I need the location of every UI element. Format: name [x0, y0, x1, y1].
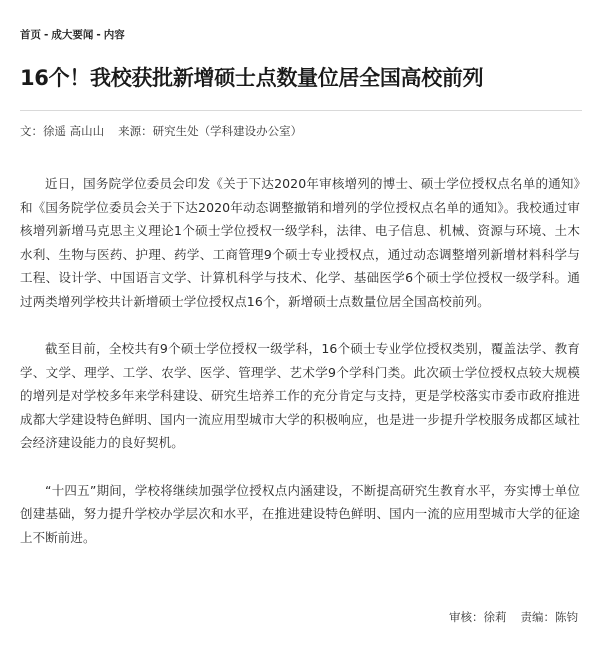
breadcrumb-current: 内容 [103, 29, 125, 41]
article-paragraph: 截至目前，全校共有9个硕士学位授权一级学科，16个硕士专业学位授权类别，覆盖法学、教育学、文学、理学、工学、农学、医学、管理学、艺术学9个学科门类。此次硕士学位授权点较大规模的增列是对学校多年来学科建设、研究生培养工作的充分肯定与支持，更是学校落实市委市政府推进成都大学建设特色鲜明、国内一流应用型城市大学的积极响应，也是进一步提升学校服务成都区域社会经济建设能力的良好契机。 [20, 341, 580, 450]
article-source: 来源：研究生处（学科建设办公室） [118, 124, 303, 138]
breadcrumb-separator: - [44, 29, 49, 41]
article-meta [20, 123, 302, 139]
article-reviewer: 审核：徐莉 [449, 610, 507, 624]
article-paragraph: 近日，国务院学位委员会印发《关于下达2020年审核增列的博士、硕士学位授权点名单的通知》和《国务院学位委员会关于下达2020年动态调整撤销和增列的学位授权点名单的通知》。我校通过审核增列新增马克思主义理论1个硕士学位授权一级学科，法律、电子信息、机械、资源与环境、土木水利、生物与医药、护理、药学、工商管理9个硕士专业授权点，通过动态调整增列新增材料科学与工程、设计学、中国语言文学、计算机科学与技术、化学、基础医学6个硕士学位授权一级学科。通过两类增列学校共计新增硕士学位授权点16个，新增硕士点数量位居全国高校前列。 [20, 176, 580, 309]
title-divider [20, 110, 582, 111]
article-footer [449, 609, 578, 625]
breadcrumb-section-link[interactable]: 成大要闻 [51, 29, 94, 41]
article-body [20, 172, 580, 573]
breadcrumb-home-link[interactable]: 首页 [20, 29, 41, 41]
breadcrumb-separator: - [96, 29, 101, 41]
breadcrumb [20, 27, 125, 42]
article-author: 文：徐遥 高山山 [20, 124, 105, 138]
article-editor: 责编：陈钧 [520, 610, 578, 624]
article-paragraph: “十四五”期间，学校将继续加强学位授权点内涵建设，不断提高研究生教育水平，夯实博士单位创建基础，努力提升学校办学层次和水平，在推进建设特色鲜明、国内一流的应用型城市大学的征途上不断前进。 [20, 482, 580, 545]
article-title: 16个！我校获批新增硕士点数量位居全国高校前列 [20, 66, 484, 90]
